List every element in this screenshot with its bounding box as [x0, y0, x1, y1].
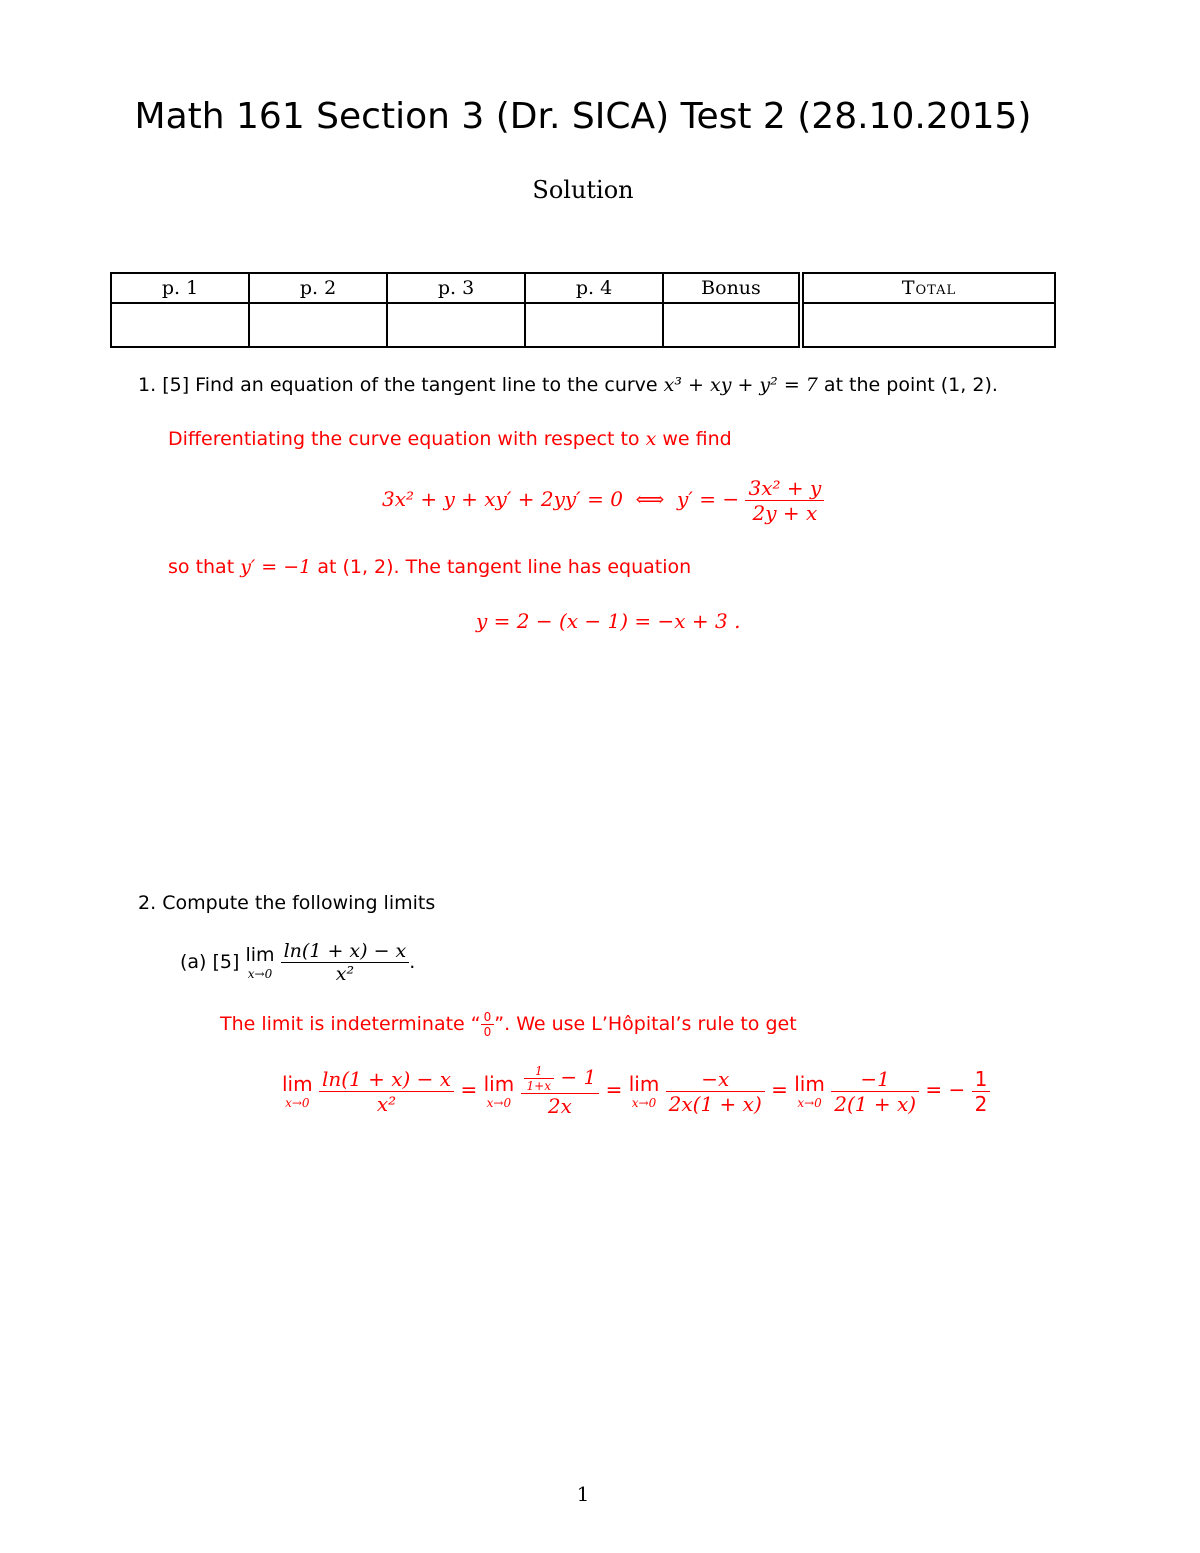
problem-2-number: 2. — [138, 892, 157, 914]
problem-1-number: 1. — [138, 374, 157, 396]
score-header-p1: p. 1 — [111, 273, 249, 303]
score-header-p2: p. 2 — [249, 273, 387, 303]
lim-3-word: lim — [628, 1071, 660, 1096]
lim-2 — [483, 1071, 515, 1110]
indeterminate-fraction — [481, 1010, 495, 1039]
score-cell-p2 — [249, 303, 387, 347]
problem-2a-numerator: ln(1 + x) − x — [281, 940, 410, 963]
lim-1-subscript: x→0 — [285, 1095, 310, 1110]
term-3-numerator: −x — [666, 1067, 765, 1092]
tangent-line-equation: y = 2 − (x − 1) = −x + 3 . — [476, 609, 741, 633]
lim-1-word: lim — [282, 1071, 313, 1096]
problem-2a-limit — [245, 943, 275, 981]
lim-word: lim — [245, 943, 275, 966]
solution-1-derivative-equation — [382, 476, 824, 525]
indeterminate-numerator: 0 — [481, 1010, 495, 1025]
result-numerator: 1 — [972, 1067, 991, 1092]
lim-3-subscript: x→0 — [631, 1095, 657, 1110]
term-1-denominator: x² — [376, 1091, 397, 1116]
solution-1-intro-var: x — [645, 428, 657, 450]
solution-1-slope-line — [168, 556, 691, 578]
score-cell-p4 — [525, 303, 663, 347]
lhopital-term-3 — [666, 1067, 765, 1116]
term-1-numerator: ln(1 + x) − x — [319, 1067, 454, 1092]
iff-symbol: ⟺ — [635, 487, 665, 511]
term-4-denominator: 2(1 + x) — [834, 1091, 917, 1116]
term-3-denominator: 2x(1 + x) — [668, 1091, 762, 1116]
score-cell-total — [801, 303, 1055, 347]
solution-2a-intro-text: The limit is indeterminate “ — [220, 1013, 481, 1035]
problem-1-text: Find an equation of the tangent line to the curve — [195, 374, 658, 396]
problem-2-text: Compute the following limits — [162, 892, 436, 914]
score-table — [110, 272, 1056, 348]
lim-2-word: lim — [483, 1071, 515, 1096]
lim-4-subscript: x→0 — [797, 1095, 822, 1110]
lhopital-term-2 — [521, 1064, 600, 1118]
problem-1-points: [5] — [162, 374, 190, 396]
problem-2a — [180, 940, 415, 985]
problem-2-statement — [138, 892, 435, 914]
problem-2a-denominator: x² — [335, 963, 355, 985]
derivative-denominator: 2y + x — [752, 501, 818, 525]
problem-2a-period: . — [409, 951, 416, 973]
result-denominator: 2 — [974, 1091, 988, 1116]
lhopital-term-1 — [319, 1067, 454, 1116]
problem-2a-fraction — [281, 940, 410, 985]
equals-2: = — [605, 1077, 623, 1102]
lim-2-subscript: x→0 — [486, 1095, 512, 1110]
result-fraction — [972, 1067, 991, 1116]
lhopital-term-4 — [831, 1067, 919, 1116]
slope-value: y′ = −1 — [240, 556, 312, 578]
slope-line-end: at (1, 2). The tangent line has equation — [317, 556, 692, 578]
score-table-value-row — [111, 303, 1055, 347]
term-2-numerator — [521, 1064, 600, 1094]
problem-2a-points: [5] — [212, 951, 240, 973]
equals-3: = — [771, 1077, 788, 1102]
problem-2a-label: (a) — [180, 951, 207, 973]
lim-4-word: lim — [794, 1071, 825, 1096]
result-sign: = − — [925, 1077, 966, 1102]
term-2-denominator: 2x — [547, 1094, 572, 1118]
problem-1-curve: x³ + xy + y² = 7 — [663, 374, 818, 396]
problem-1-text-end: at the point (1, 2). — [823, 374, 998, 396]
lim-3 — [628, 1071, 660, 1110]
solution-2a-intro-end: ”. We use L’Hôpital’s rule to get — [494, 1013, 797, 1035]
term-2-numerator-rest: − 1 — [560, 1065, 597, 1089]
page-title: Math 161 Section 3 (Dr. SICA) Test 2 (28.10.2015) — [134, 96, 1032, 137]
inner-denominator: 1+x — [526, 1079, 552, 1093]
score-header-p3: p. 3 — [387, 273, 525, 303]
score-table-header-row — [111, 273, 1055, 303]
solution-1-intro-end: we find — [662, 428, 732, 450]
score-cell-bonus — [663, 303, 801, 347]
term-4-numerator: −1 — [831, 1067, 919, 1092]
slope-line-text: so that — [168, 556, 235, 578]
score-cell-p1 — [111, 303, 249, 347]
inner-numerator: 1 — [524, 1064, 554, 1079]
problem-1-statement — [138, 374, 998, 396]
page-number: 1 — [576, 1482, 590, 1506]
indeterminate-denominator: 0 — [483, 1025, 492, 1039]
solution-1-intro — [168, 428, 732, 450]
lim-4 — [794, 1071, 825, 1110]
derivative-equation-left: 3x² + y + xy′ + 2yy′ = 0 — [382, 487, 623, 511]
derivative-numerator: 3x² + y — [745, 476, 824, 501]
solution-1-intro-text: Differentiating the curve equation with respect to — [168, 428, 640, 450]
derivative-fraction — [745, 476, 824, 525]
score-cell-p3 — [387, 303, 525, 347]
page-subtitle: Solution — [532, 176, 634, 204]
equals-1: = — [460, 1077, 478, 1102]
derivative-y: y′ = − — [677, 487, 740, 511]
score-header-total: Total — [801, 273, 1055, 303]
lim-subscript: x→0 — [247, 966, 273, 981]
score-header-p4: p. 4 — [525, 273, 663, 303]
solution-2a-intro — [220, 1010, 797, 1039]
term-2-inner-fraction — [524, 1064, 554, 1093]
score-header-bonus: Bonus — [663, 273, 801, 303]
lhopital-equation — [282, 1064, 990, 1118]
lim-1 — [282, 1071, 313, 1110]
